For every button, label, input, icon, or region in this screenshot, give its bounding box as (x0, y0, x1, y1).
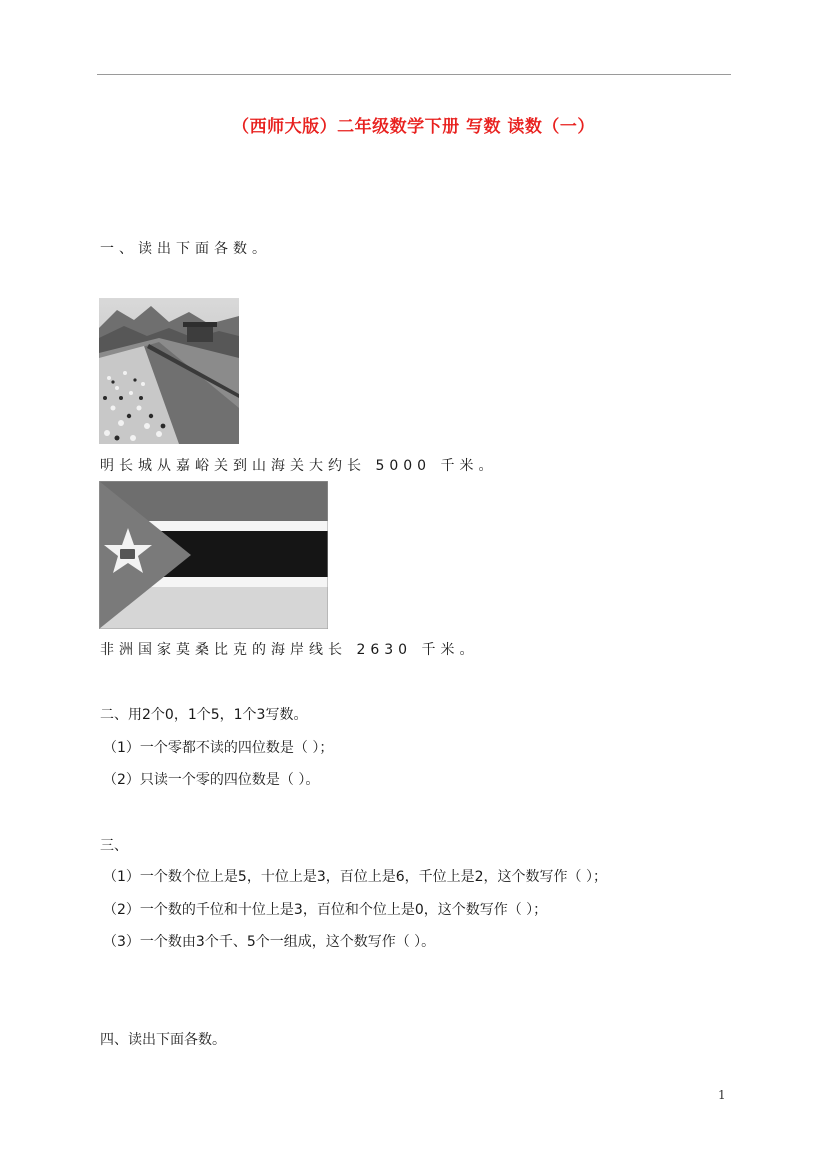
section3-question-2: （2）一个数的千位和十位上是3，百位和个位上是0，这个数写作（ ）； (103, 902, 548, 918)
section4-heading: 四、读出下面各数。 (100, 1032, 226, 1048)
section1-item1-caption: 明长城从嘉峪关到山海关大约长 5000 千米。 (100, 458, 498, 474)
section2-question-1: （1）一个零都不读的四位数是（ ）； (103, 740, 334, 756)
section1-item2-caption: 非洲国家莫桑比克的海岸线长 2630 千米。 (100, 642, 479, 658)
section3-question-1: （1）一个数个位上是5，十位上是3，百位上是6，千位上是2，这个数写作（ ）； (103, 869, 607, 885)
section3-question-3: （3）一个数由3个千、5个一组成，这个数写作（ ）。 (103, 934, 436, 950)
section2-heading: 二、用2个0，1个5，1个3写数。 (100, 707, 308, 723)
header-rule (97, 74, 731, 75)
section3-heading: 三、 (100, 838, 128, 854)
section2-question-2: （2）只读一个零的四位数是（ ）。 (103, 772, 320, 788)
page-number: 1 (718, 1088, 726, 1102)
page-title: （西师大版）二年级数学下册 写数 读数（一） (232, 117, 595, 137)
mozambique-flag (99, 481, 328, 629)
section1-heading: 一、读出下面各数。 (100, 241, 271, 257)
great-wall-photo (99, 298, 239, 444)
